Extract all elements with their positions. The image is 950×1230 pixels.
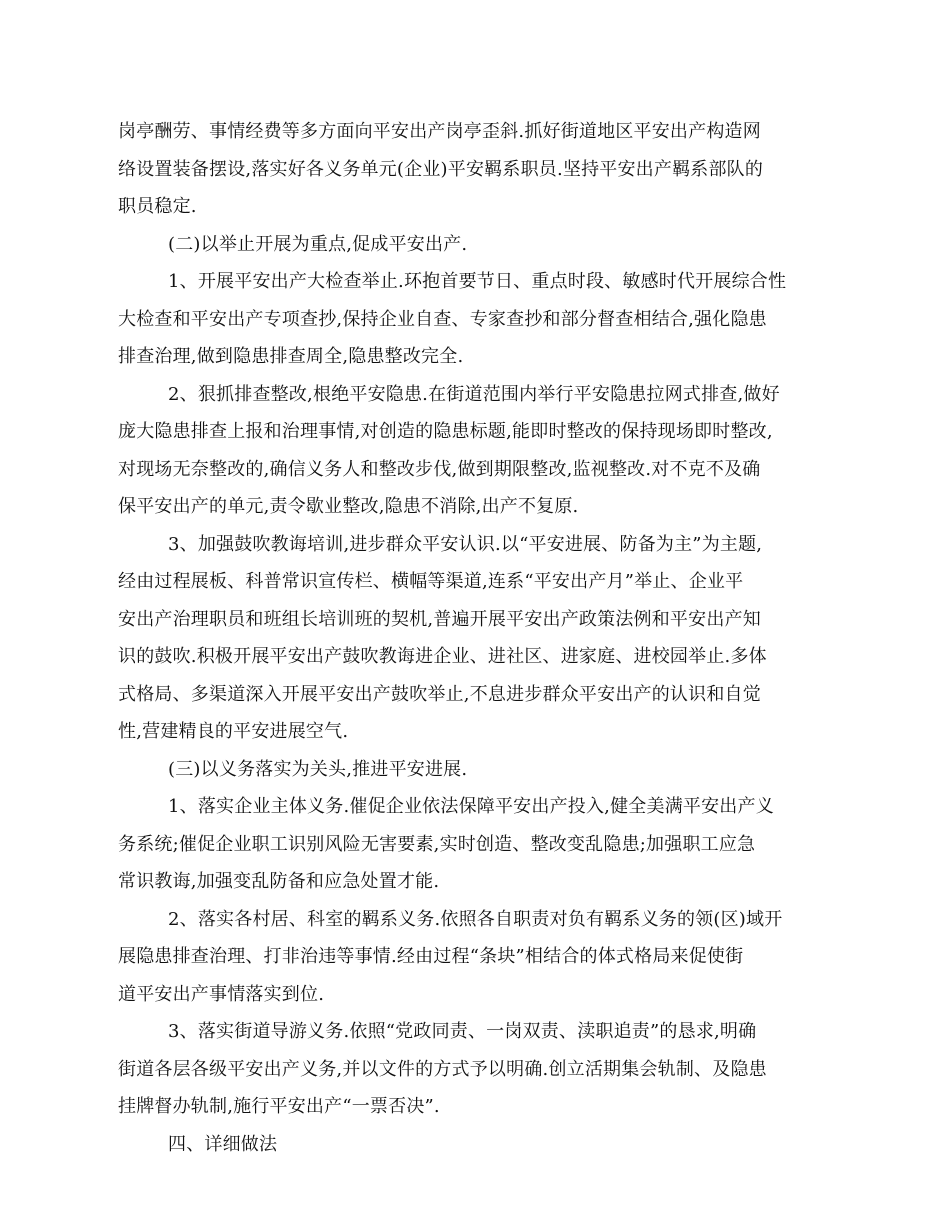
text-line: 职员稳定. xyxy=(118,196,197,217)
paragraph xyxy=(118,1013,838,1126)
text-line: 庞大隐患排查上报和治理事情,对创造的隐患标题,能即时整改的保持现场即时整改, xyxy=(118,421,773,442)
text-line: 排查治理,做到隐患排查周全,隐患整改完全. xyxy=(118,346,464,367)
text-line: 常识教诲,加强变乱防备和应急处置才能. xyxy=(118,871,440,892)
text-line: 1、落实企业主体义务.催促企业依法保障平安出产投入,健全美满平安出产义 xyxy=(168,796,774,817)
text-line: 3、加强鼓吹教诲培训,进步群众平安认识.以“平安进展、防备为主”为主题, xyxy=(168,533,763,555)
paragraph xyxy=(118,788,838,901)
text-line: 街道各层各级平安出产义务,并以文件的方式予以明确.创立活期集会轨制、及隐患 xyxy=(118,1058,767,1080)
paragraph xyxy=(118,263,838,376)
text-line: 式格局、多渠道深入开展平安出产鼓吹举止,不息进步群众平安出产的认识和自觉 xyxy=(118,683,761,705)
text-line: 安出产治理职员和班组长培训班的契机,普遍开展平安出产政策法例和平安出产知 xyxy=(118,608,761,630)
paragraph xyxy=(118,751,838,789)
text-line: 务系统;催促企业职工识别风险无害要素,实时创造、整改变乱隐患;加强职工应急 xyxy=(118,833,756,855)
paragraph xyxy=(118,901,838,1014)
text-line: 性,营建精良的平安进展空气. xyxy=(118,721,349,742)
text-line: 经由过程展板、科普常识宣传栏、横幅等渠道,连系“平安出产月”举止、企业平 xyxy=(118,571,744,592)
paragraph xyxy=(118,526,838,751)
text-line: 展隐患排查治理、打非治违等事情.经由过程“条块”相结合的体式格局来促使街 xyxy=(118,946,744,967)
text-line: 道平安出产事情落实到位. xyxy=(118,983,325,1005)
paragraph xyxy=(118,376,838,526)
paragraph xyxy=(118,1126,838,1164)
paragraph xyxy=(118,113,838,226)
text-line: 2、落实各村居、科室的羁系义务.依照各自职责对负有羁系义务的领(区)域开 xyxy=(168,908,783,930)
text-line: 岗亭酬劳、事情经费等多方面向平安出产岗亭歪斜.抓好街道地区平安出产构造网 xyxy=(118,121,761,142)
text-line: 2、狠抓排查整改,根绝平安隐患.在街道范围内举行平安隐患拉网式排查,做好 xyxy=(168,383,780,405)
text-line: 络设置装备摆设,落实好各义务单元(企业)平安羁系职员.坚持平安出产羁系部队的 xyxy=(118,158,764,180)
text-line: 挂牌督办轨制,施行平安出产“一票否决”. xyxy=(118,1096,440,1117)
paragraph xyxy=(118,226,838,264)
text-line: 对现场无奈整改的,确信义务人和整改步伐,做到期限整改,监视整改.对不克不及确 xyxy=(118,458,761,480)
text-line: (三)以义务落实为关头,推进平安进展. xyxy=(168,758,468,780)
text-line: 3、落实街道导游义务.依照“党政同责、一岗双责、渎职追责”的恳求,明确 xyxy=(168,1021,757,1042)
text-line: 识的鼓吹.积极开展平安出产鼓吹教诲进企业、进社区、进家庭、进校园举止.多体 xyxy=(118,646,767,667)
text-line: 大检查和平安出产专项查抄,保持企业自查、专家查抄和部分督查相结合,强化隐患 xyxy=(118,308,767,330)
text-line: 保平安出产的单元,责令歇业整改,隐患不消除,出产不复原. xyxy=(118,496,579,517)
text-line: (二)以举止开展为重点,促成平安出产. xyxy=(168,233,468,255)
document-body xyxy=(118,113,838,1163)
text-line: 1、开展平安出产大检查举止.环抱首要节日、重点时段、敏感时代开展综合性 xyxy=(168,271,787,292)
text-line: 四、详细做法 xyxy=(168,1133,278,1155)
